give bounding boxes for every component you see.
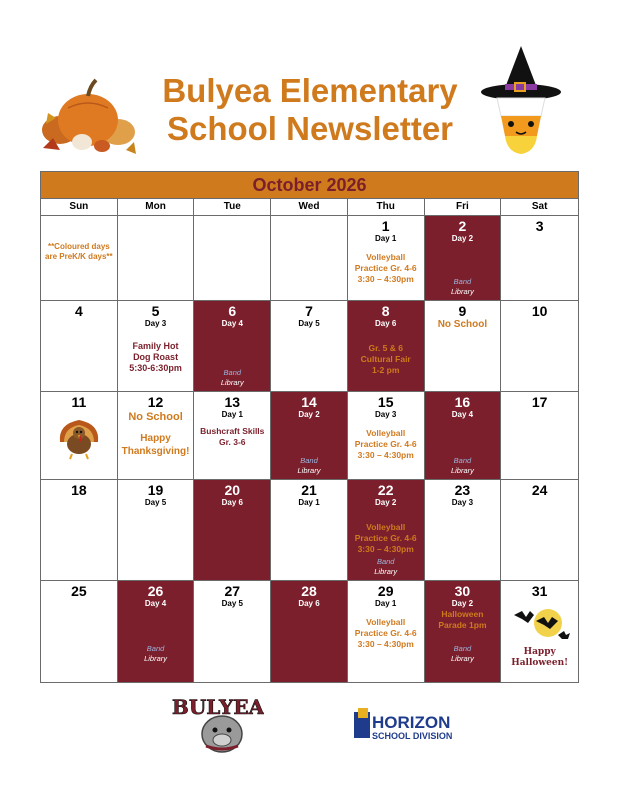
calendar-cell-day-16: 16 Day 4 Band Library	[425, 392, 502, 479]
newsletter-title	[130, 72, 490, 148]
calendar-cell-day-26: 26 Day 4 Band Library	[118, 581, 195, 682]
calendar-cell-empty	[118, 216, 195, 300]
calendar-cell-day-13: 13 Day 1 Bushcraft Skills Gr. 3-6	[194, 392, 271, 479]
event-volleyball: Volleyball Practice Gr. 4-6 3:30 – 4:30pm	[354, 617, 417, 649]
event-volleyball: Volleyball Practice Gr. 4-6 3:30 – 4:30pm	[354, 522, 417, 554]
weekday-mon: Mon	[118, 199, 195, 215]
prek-note: **Coloured days are PreK/K days**	[45, 242, 113, 261]
turkey-icon	[54, 414, 104, 460]
school-division-text: SCHOOL DIVISION	[372, 731, 453, 741]
calendar-cell-day-27: 27 Day 5	[194, 581, 271, 682]
calendar-cell-day-24: 24	[531, 482, 548, 498]
weekday-wed: Wed	[271, 199, 348, 215]
calendar-cell-day-28: 28 Day 6	[271, 581, 348, 682]
calendar-cell-day-5: 5 Day 3 Family Hot Dog Roast 5:30-6:30pm	[118, 301, 195, 391]
bulyea-bulldog-logo	[172, 694, 264, 754]
weekday-fri: Fri	[425, 199, 502, 215]
calendar-cell-day-20: 20 Day 6	[194, 480, 271, 580]
event-cultural-fair: Gr. 5 & 6 Cultural Fair 1-2 pm	[360, 343, 411, 375]
event-thanksgiving: Happy Thanksgiving!	[121, 433, 190, 457]
calendar-cell-day-19: 19 Day 5	[118, 480, 195, 580]
bulyea-logo-text: BULYEA	[172, 695, 264, 719]
event-no-school: No School	[128, 411, 183, 423]
event-bushcraft: Bushcraft Skills Gr. 3-6	[200, 426, 265, 447]
calendar-cell-day-15: 15 Day 3 Volleyball Practice Gr. 4-6 3:30 – 4:30pm	[348, 392, 425, 479]
october-calendar	[40, 171, 579, 683]
weekday-tue: Tue	[194, 199, 271, 215]
event-volleyball: Volleyball Practice Gr. 4-6 3:30 – 4:30pm	[354, 428, 417, 460]
calendar-cell-day-7: 7 Day 5	[271, 301, 348, 391]
cycle-day: Day 1	[375, 234, 397, 243]
calendar-cell-day-22: 22 Day 2 Volleyball Practice Gr. 4-6 3:30 – 4:30pm Band Library	[348, 480, 425, 580]
band-library-label: Band Library	[450, 277, 474, 296]
date-number: 1	[381, 218, 390, 234]
calendar-week-1	[41, 216, 578, 301]
calendar-cell-day-17: 17	[531, 394, 548, 410]
calendar-cell-day-23: 23 Day 3	[425, 480, 502, 580]
calendar-week-2	[41, 301, 578, 392]
calendar-cell-day-8: 8 Day 6 Gr. 5 & 6 Cultural Fair 1-2 pm	[348, 301, 425, 391]
calendar-cell-day-9: 9 No School	[425, 301, 502, 391]
band-library-label: Band Library	[450, 456, 474, 475]
candy-corn-witch-icon	[475, 44, 567, 160]
calendar-cell-day-1	[348, 216, 425, 300]
weekday-thu: Thu	[348, 199, 425, 215]
calendar-week-4	[41, 480, 578, 581]
calendar-cell-empty	[41, 216, 118, 300]
title-line-2: School Newsletter	[166, 110, 454, 147]
calendar-week-5	[41, 581, 578, 682]
horizon-logo-icon	[352, 706, 474, 742]
calendar-week-3	[41, 392, 578, 480]
calendar-cell-day-11: 11	[41, 392, 118, 479]
weekday-sat: Sat	[531, 201, 548, 212]
calendar-cell-day-31: 31 Happy Halloween!	[501, 581, 578, 682]
weekday-header-row	[41, 199, 578, 216]
band-library-label: Band Library	[374, 557, 398, 576]
calendar-cell-empty	[271, 216, 348, 300]
cycle-day: Day 2	[451, 234, 474, 243]
calendar-cell-day-30: 30 Day 2 Halloween Parade 1pm Band Library	[425, 581, 502, 682]
happy-halloween-text: Happy Halloween!	[511, 647, 569, 668]
horizon-school-division-logo	[352, 706, 474, 742]
title-line-1: Bulyea Elementary	[162, 72, 458, 109]
event-no-school: No School	[437, 319, 488, 330]
event-hot-dog-roast: Family Hot Dog Roast 5:30-6:30pm	[129, 341, 182, 373]
calendar-cell-day-3	[501, 216, 578, 300]
calendar-cell-day-14: 14 Day 2 Band Library	[271, 392, 348, 479]
calendar-cell-day-25: 25	[41, 581, 118, 682]
calendar-month-title: October 2026	[41, 172, 578, 199]
calendar-cell-day-21: 21 Day 1	[271, 480, 348, 580]
newsletter-header	[0, 0, 618, 170]
band-library-label: Band Library	[144, 644, 168, 663]
band-library-label: Band Library	[450, 644, 474, 663]
event-halloween-parade: Halloween Parade 1pm	[438, 609, 487, 630]
weekday-sun: Sun	[41, 199, 118, 215]
band-library-label: Band Library	[220, 368, 244, 387]
event-volleyball: Volleyball Practice Gr. 4-6 3:30 – 4:30pm	[354, 252, 417, 284]
bat-moon-icon	[510, 601, 570, 645]
horizon-text: HORIZON	[372, 713, 451, 732]
calendar-cell-day-18: 18	[41, 480, 118, 580]
date-number: 3	[535, 218, 544, 234]
pumpkin-icon	[38, 68, 138, 160]
bulldog-icon	[172, 694, 264, 754]
calendar-cell-day-6: 6 Day 4 Band Library	[194, 301, 271, 391]
calendar-cell-day-29: 29 Day 1 Volleyball Practice Gr. 4-6 3:30 – 4:30pm	[348, 581, 425, 682]
date-number: 2	[458, 218, 467, 234]
calendar-cell-day-10: 10	[531, 303, 548, 319]
band-library-label: Band Library	[297, 456, 321, 475]
calendar-cell-empty	[194, 216, 271, 300]
calendar-cell-day-2	[425, 216, 502, 300]
calendar-cell-day-4: 4	[41, 301, 118, 391]
calendar-cell-day-12: 12 No School Happy Thanksgiving!	[118, 392, 195, 479]
